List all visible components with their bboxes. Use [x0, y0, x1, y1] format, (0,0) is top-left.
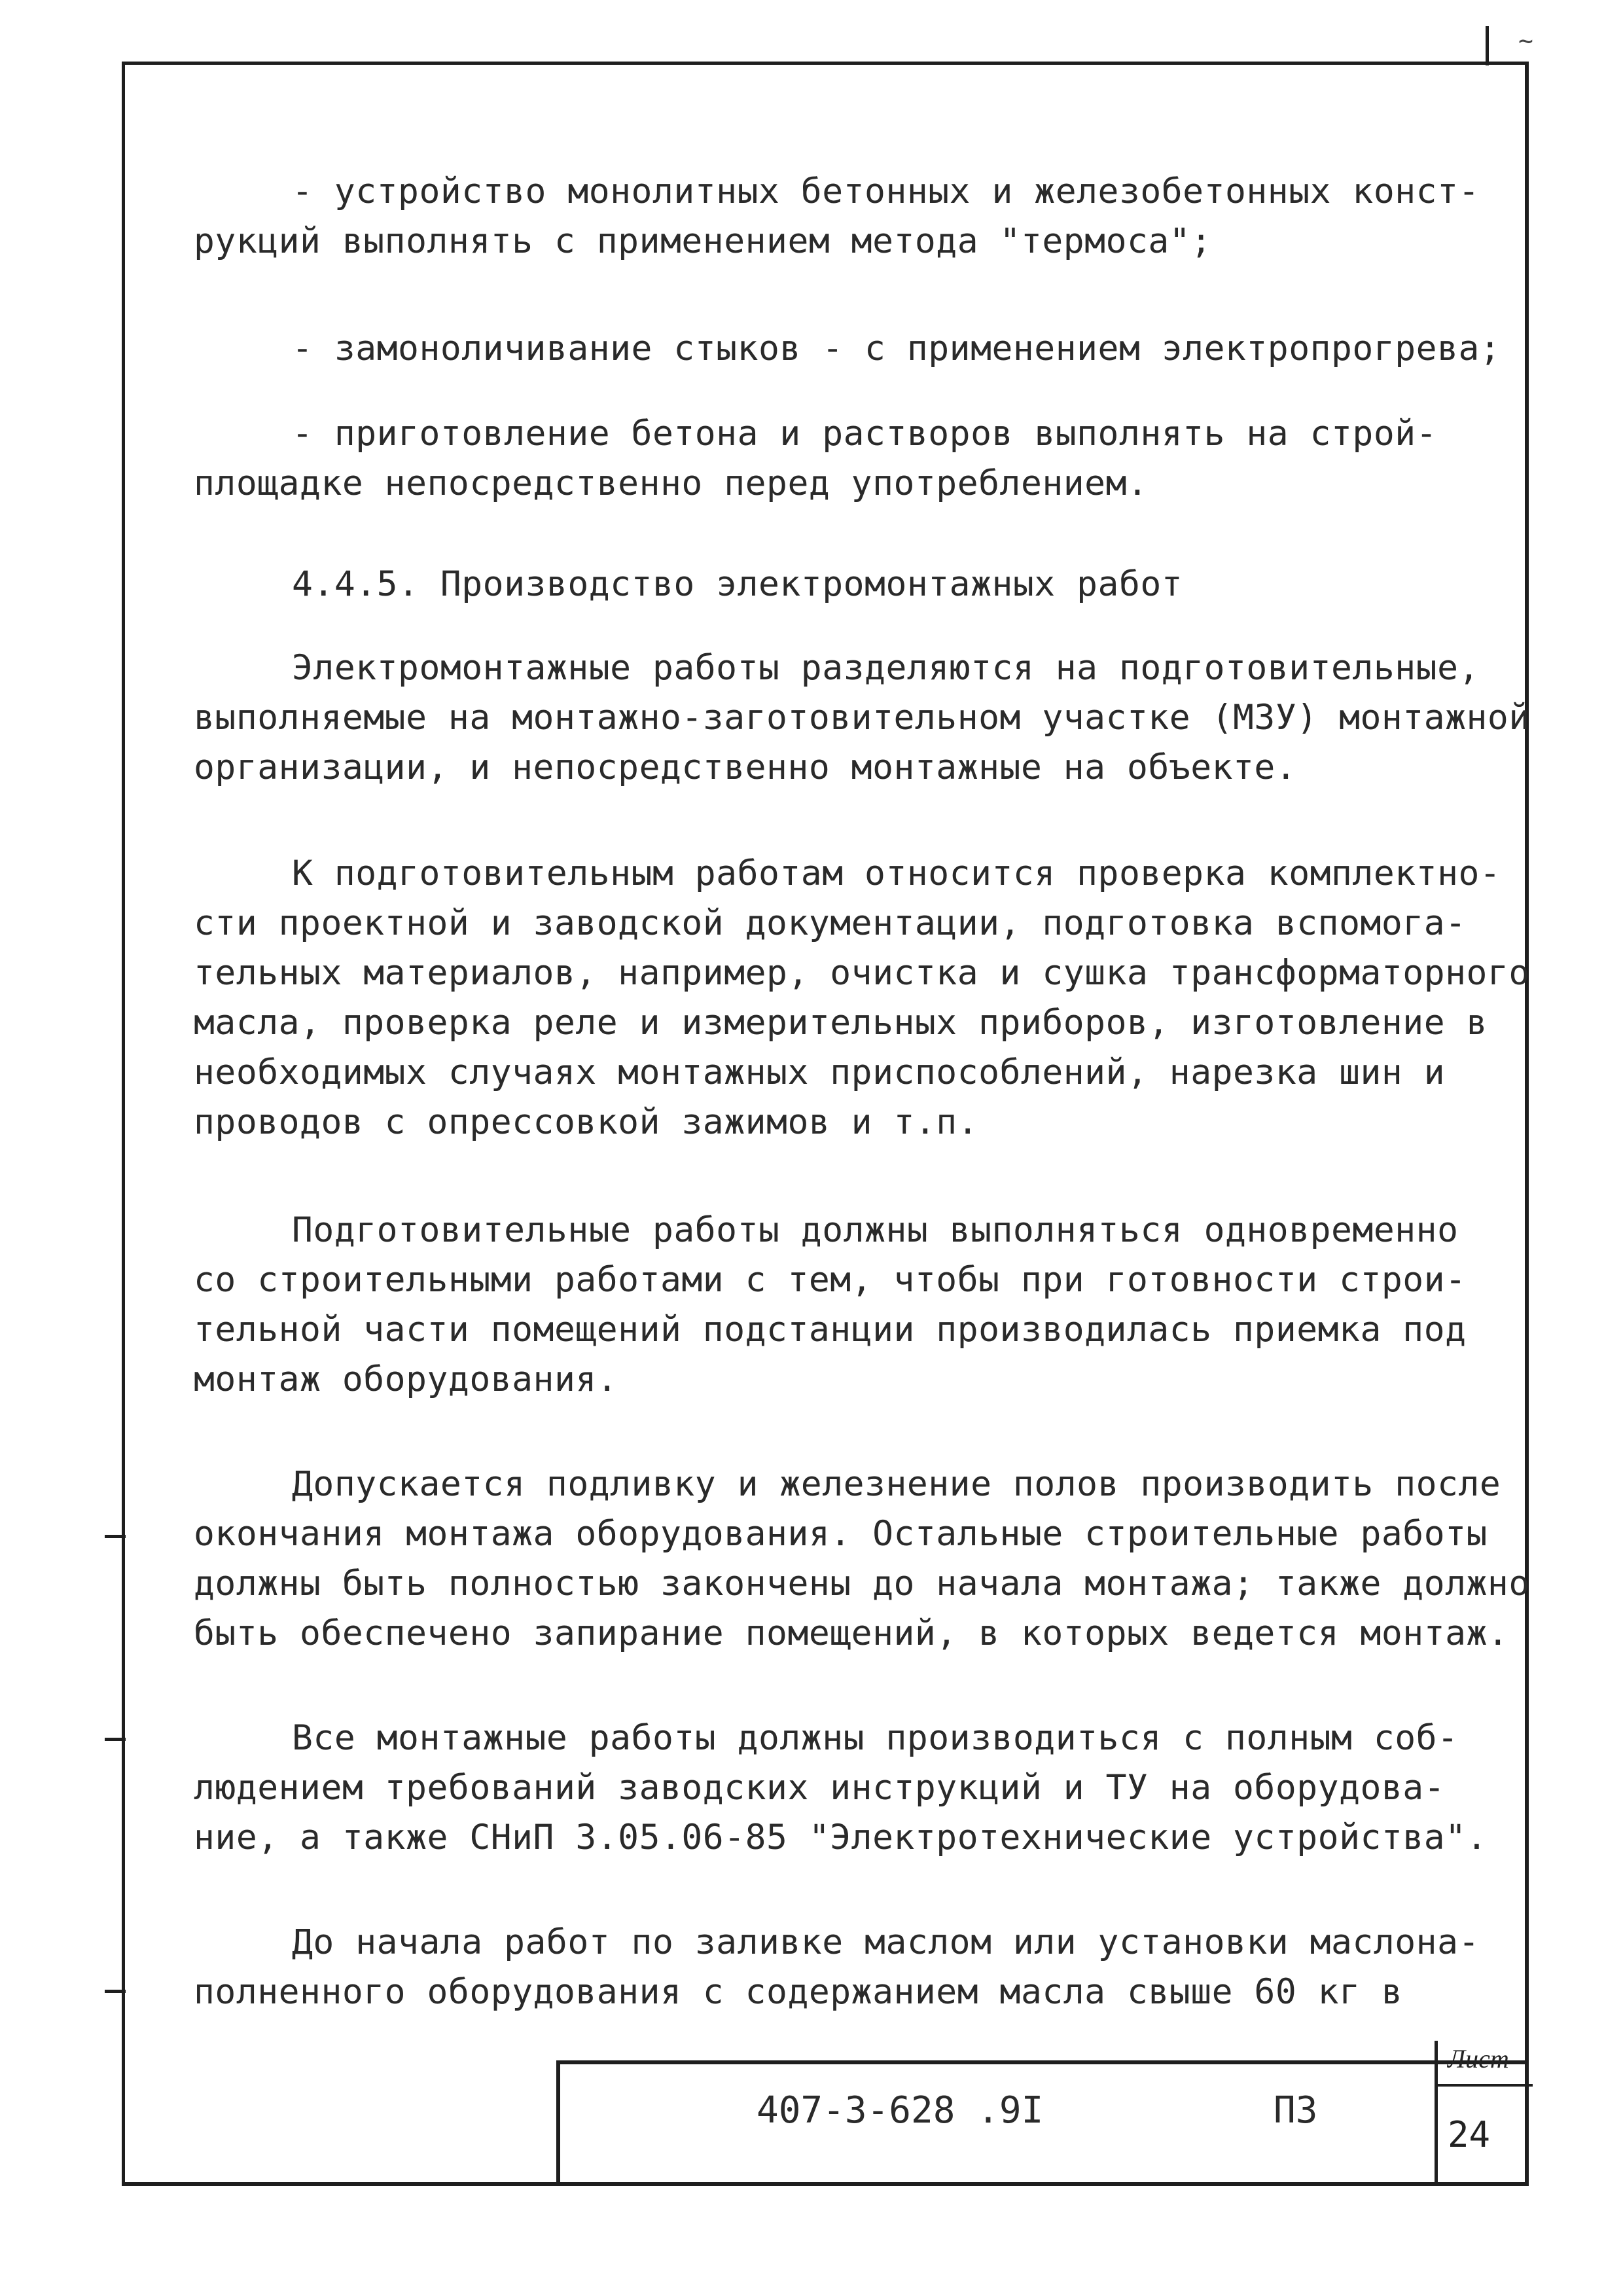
text-line: быть обеспечено запирание помещений, в которых ведется монтаж.	[194, 1613, 1509, 1653]
title-block	[556, 2044, 1529, 2186]
text-line: организации, и непосредственно монтажные на объекте.	[194, 747, 1297, 787]
text-line: масла, проверка реле и измерительных приборов, изготовление в	[194, 1003, 1488, 1043]
text-line: Допускается подливку и железнение полов производить после	[292, 1464, 1501, 1504]
text-line: сти проектной и заводской документации, подготовка вспомога-	[194, 903, 1467, 943]
frame-corner-tick	[1486, 26, 1489, 65]
text-line: Электромонтажные работы разделяются на подготовительные,	[292, 648, 1480, 688]
sheet-number: 24	[1448, 2114, 1491, 2155]
text-line: площадке непосредственно перед употреблением.	[194, 463, 1149, 503]
text-line: со строительными работами с тем, чтобы при готовности строи-	[194, 1260, 1467, 1300]
text-line: тельных материалов, например, очистка и сушка трансформаторного	[194, 953, 1530, 993]
document-code: 407-3-628 .9I	[757, 2089, 1044, 2132]
text-line: проводов с опрессовкой зажимов и т.п.	[194, 1102, 979, 1142]
text-line: окончания монтажа оборудования. Остальные строительные работы	[194, 1514, 1488, 1554]
text-line: ние, а также СНиП 3.05.06-85 "Электротехнические устройства".	[194, 1818, 1488, 1857]
text-line: полненного оборудования с содержанием масла свыше 60 кг в	[194, 1972, 1403, 2012]
text-line: тельной части помещений подстанции производилась приемка под	[194, 1310, 1467, 1350]
text-line: должны быть полностью закончены до начала монтажа; также должно	[194, 1564, 1530, 1604]
sheet-label: Лист	[1448, 2044, 1509, 2073]
text-line: монтаж оборудования.	[194, 1359, 618, 1399]
text-line: выполняемые на монтажно-заготовительном участке (МЗУ) монтажной	[194, 698, 1530, 738]
text-line: Подготовительные работы должны выполняться одновременно	[292, 1210, 1459, 1250]
text-line: К подготовительным работам относится проверка комплектно-	[292, 853, 1501, 893]
text-line: людением требований заводских инструкций и ТУ на оборудова-	[194, 1768, 1446, 1808]
text-line: Все монтажные работы должны производиться с полным соб-	[292, 1718, 1459, 1758]
text-line: - устройство монолитных бетонных и железобетонных конст-	[292, 171, 1480, 211]
section-heading: 4.4.5. Производство электромонтажных работ	[292, 564, 1183, 604]
text-line: - замоноличивание стыков - с применением электропрогрева;	[292, 329, 1501, 368]
document-type: ПЗ	[1274, 2089, 1318, 2132]
text-line: рукций выполнять с применением метода "термоса";	[194, 221, 1212, 261]
text-line: необходимых случаях монтажных приспособлений, нарезка шин и	[194, 1052, 1446, 1092]
text-line: До начала работ по заливке маслом или установки маслона-	[292, 1922, 1480, 1962]
corner-scribble: ~	[1518, 26, 1533, 55]
text-line: - приготовление бетона и растворов выполнять на строй-	[292, 414, 1438, 454]
sheet-divider	[1435, 2041, 1438, 2186]
document-body	[194, 167, 1530, 2057]
sheet-cell-divider	[1435, 2084, 1533, 2087]
